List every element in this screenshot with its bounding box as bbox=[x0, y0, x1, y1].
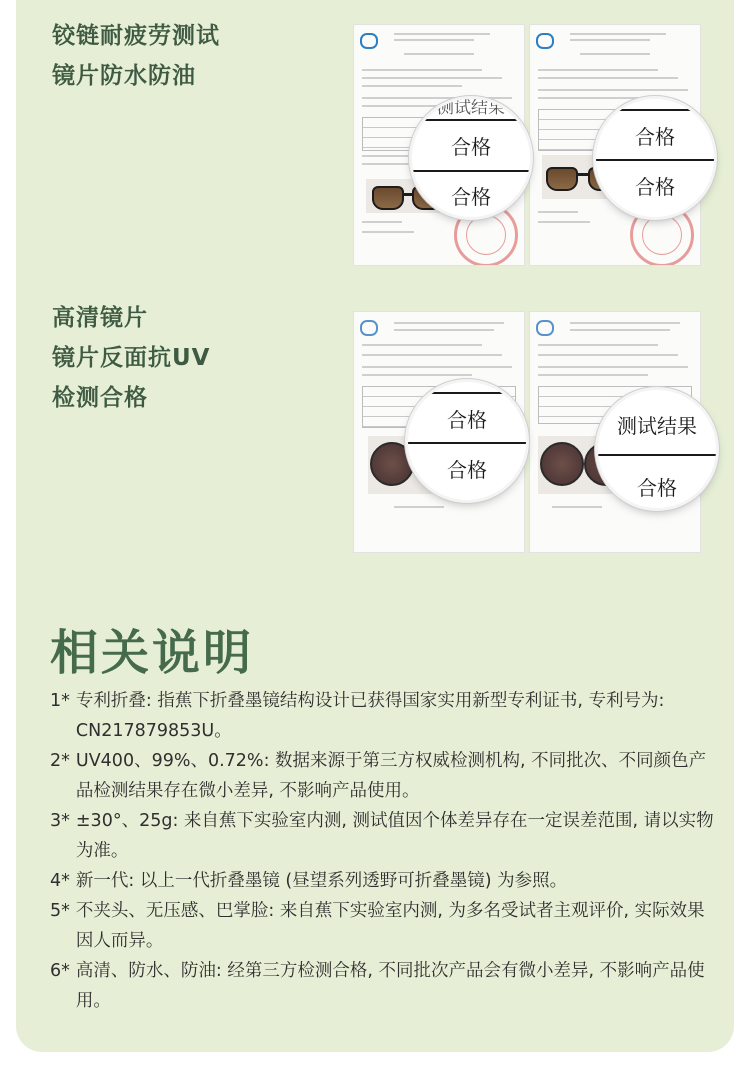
note-text: 高清、防水、防油: 经第三方检测合格, 不同批次产品会有微小差异, 不影响产品使用。 bbox=[75, 961, 705, 1011]
table-rule bbox=[598, 454, 716, 456]
note-item bbox=[50, 746, 718, 806]
lab-logo-icon bbox=[360, 320, 378, 336]
result-heading: 测试结果 bbox=[617, 414, 697, 438]
section-hd-lens-uv-label bbox=[52, 298, 210, 418]
note-number: 6* bbox=[50, 961, 70, 981]
body-text-line bbox=[362, 221, 402, 223]
body-text-line bbox=[394, 506, 444, 508]
note-number: 1* bbox=[50, 691, 70, 711]
result-pass-label: 合格 bbox=[447, 458, 487, 482]
section-line: 镜片防水防油 bbox=[52, 63, 196, 89]
result-magnifier bbox=[412, 99, 530, 217]
note-item bbox=[50, 686, 718, 746]
body-text-line bbox=[362, 231, 414, 233]
note-number: 3* bbox=[50, 811, 70, 831]
result-pass-label: 合格 bbox=[451, 185, 491, 209]
result-magnifier bbox=[408, 382, 526, 500]
body-text-line bbox=[538, 366, 688, 368]
note-text: 专利折叠: 指蕉下折叠墨镜结构设计已获得国家实用新型专利证书, 专利号为: CN217879853U。 bbox=[75, 691, 665, 741]
table-rule bbox=[408, 442, 526, 444]
body-text-line bbox=[538, 211, 578, 213]
header-text-line bbox=[404, 53, 474, 55]
body-text-line bbox=[362, 344, 482, 346]
note-item bbox=[50, 806, 718, 866]
note-text: ±30°、25g: 来自蕉下实验室内测, 测试值因个体差异存在一定误差范围, 请以实物为准。 bbox=[75, 811, 714, 861]
header-text-line bbox=[580, 53, 650, 55]
result-pass-label: 合格 bbox=[635, 175, 675, 199]
note-item bbox=[50, 956, 718, 1016]
section-hinge-waterproof-label bbox=[52, 16, 220, 96]
lab-logo-icon bbox=[536, 320, 554, 336]
note-text: 新一代: 以上一代折叠墨镜 (昼望系列透野可折叠墨镜) 为参照。 bbox=[75, 871, 568, 891]
body-text-line bbox=[538, 344, 658, 346]
note-text: 不夹头、无压感、巴掌脸: 来自蕉下实验室内测, 为多名受试者主观评价, 实际效果因人而异。 bbox=[75, 901, 705, 951]
result-pass-label: 合格 bbox=[447, 408, 487, 432]
result-pass-label: 合格 bbox=[637, 476, 677, 500]
result-pass-label: 合格 bbox=[451, 135, 491, 159]
body-text-line bbox=[538, 221, 590, 223]
partial-result-heading: 测试结果 bbox=[437, 99, 505, 118]
body-text-line bbox=[538, 354, 678, 356]
table-rule bbox=[412, 170, 530, 172]
note-number: 4* bbox=[50, 871, 70, 891]
glasses-bridge bbox=[402, 193, 412, 196]
header-text-line bbox=[570, 39, 650, 41]
header-text-line bbox=[394, 39, 474, 41]
table-rule bbox=[412, 119, 530, 121]
header-text-line bbox=[570, 329, 670, 331]
section-line: 镜片反面抗UV bbox=[52, 345, 211, 371]
body-text-line bbox=[362, 69, 482, 71]
lab-logo-icon bbox=[536, 33, 554, 49]
sunglasses-lens-icon bbox=[372, 186, 404, 210]
result-magnifier bbox=[598, 390, 716, 508]
result-pass-label: 合格 bbox=[635, 125, 675, 149]
notes-title: 相关说明 bbox=[50, 625, 255, 681]
section-line: 检测合格 bbox=[52, 385, 148, 411]
body-text-line bbox=[362, 354, 502, 356]
body-text-line bbox=[538, 374, 648, 376]
body-text-line bbox=[552, 506, 602, 508]
round-lens-icon bbox=[540, 442, 584, 486]
body-text-line bbox=[538, 97, 658, 99]
header-text-line bbox=[570, 33, 666, 35]
section-line: 铰链耐疲劳测试 bbox=[52, 23, 220, 49]
body-text-line bbox=[362, 374, 472, 376]
section-line: 高清镜片 bbox=[52, 305, 148, 331]
body-text-line bbox=[538, 69, 658, 71]
body-text-line bbox=[538, 89, 688, 91]
header-text-line bbox=[570, 322, 680, 324]
note-item bbox=[50, 866, 718, 896]
note-item bbox=[50, 896, 718, 956]
sunglasses-lens-icon bbox=[546, 167, 578, 191]
table-rule bbox=[596, 159, 714, 161]
header-text-line bbox=[394, 33, 490, 35]
body-text-line bbox=[538, 77, 678, 79]
note-number: 2* bbox=[50, 751, 70, 771]
body-text-line bbox=[362, 85, 462, 87]
body-text-line bbox=[362, 77, 502, 79]
body-text-line bbox=[362, 366, 512, 368]
table-rule bbox=[408, 392, 526, 394]
lab-logo-icon bbox=[360, 33, 378, 49]
glasses-bridge bbox=[576, 173, 588, 176]
notes-list bbox=[50, 686, 718, 1016]
header-text-line bbox=[394, 329, 494, 331]
header-text-line bbox=[394, 322, 504, 324]
table-rule bbox=[596, 109, 714, 111]
note-text: UV400、99%、0.72%: 数据来源于第三方权威检测机构, 不同批次、不同颜色产品检测结果存在微小差异, 不影响产品使用。 bbox=[75, 751, 707, 801]
note-number: 5* bbox=[50, 901, 70, 921]
result-magnifier bbox=[596, 99, 714, 217]
